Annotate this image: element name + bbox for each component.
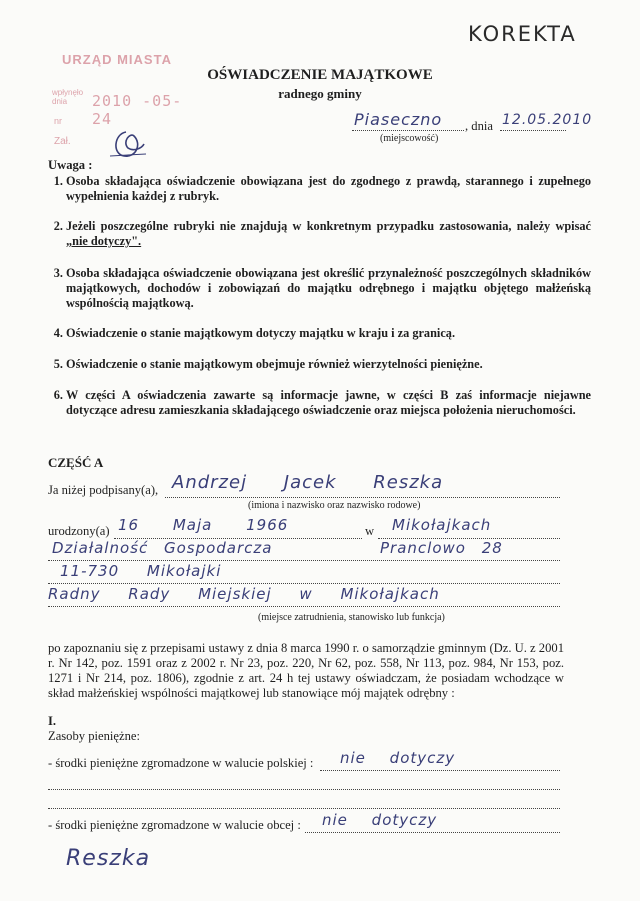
section-label: Zasoby pieniężne:	[48, 729, 140, 743]
dnia-label: , dnia	[465, 119, 493, 133]
document-title: OŚWIADCZENIE MAJĄTKOWE	[207, 67, 433, 83]
work-line-3: Radny Rady Miejskiej w Mikołajkach	[48, 585, 440, 603]
work-line-2: 11-730 Mikołajki	[60, 562, 222, 580]
statute-paragraph: po zapoznaniu się z przepisami ustawy z dnia 8 marca 1990 r. o samorządzie gminnym (Dz. U. z 2001 r. Nr 142, poz. 1591 oraz z 2002 r. Nr 23, poz. 220, Nr 62, poz. 558, Nr 113, poz. 984, Nr 153, poz. 1271 i Nr 214, poz. 1806), zgodnie z art. 24 h tej ustawy oświadczam, że posiadam wchodzące w skład małżeńskiej wspólności majątkowej lub stanowiące mój majątek odrębny :	[48, 641, 564, 700]
section-numeral: I.	[48, 714, 57, 728]
signed-label: Ja niżej podpisany(a),	[48, 483, 159, 497]
foreign-funds-value: nie dotyczy	[322, 811, 438, 829]
stamp-zal-label: Zał.	[54, 136, 71, 147]
note-item: 3. Osoba składająca oświadczenie obowiązana jest określić przynależność poszczególnych składników majątkowych, dochodów i zobowiązań do majątku odrębnego i majątku objętego małżeńską wspólnością majątkową.	[66, 266, 591, 311]
born-place: Mikołajkach	[392, 516, 492, 534]
place-value: Piaseczno	[354, 110, 443, 129]
born-label: urodzony(a)	[48, 524, 110, 538]
stamp-office: URZĄD MIASTA	[62, 52, 172, 67]
name-caption: (imiona i nazwisko oraz nazwisko rodowe)	[248, 500, 421, 511]
handwritten-mark	[108, 128, 148, 162]
document-subtitle: radnego gminy	[278, 86, 362, 101]
stamp-date: 2010 -05- 24	[92, 92, 183, 128]
note-item: 4. Oświadczenie o stanie majątkowym dotyczy majątku w kraju i za granicą.	[66, 326, 591, 341]
foreign-funds-label: - środki pieniężne zgromadzone w walucie obcej :	[48, 818, 301, 832]
note-item: 5. Oświadczenie o stanie majątkowym obejmuje również wierzytelności pieniężne.	[66, 357, 591, 372]
place-date-line	[352, 110, 593, 133]
czesc-a-heading: CZĘŚĆ A	[48, 455, 104, 470]
note-item: 6. W części A oświadczenia zawarte są informacje jawne, w części B zaś informacje niejawne dotyczące adresu zamieszkania składającego oświadczenie oraz miejsca położenia nieruchomości.	[66, 388, 591, 418]
work-caption: (miejsce zatrudnienia, stanowisko lub funkcja)	[258, 612, 445, 623]
date-value: 12.05.2010	[502, 112, 593, 128]
stamp-received-label: wpłynęło dnia	[52, 88, 84, 106]
stamp-nr-label: nr	[54, 116, 63, 126]
w-label: w	[365, 524, 375, 538]
note-item: 2. Jeżeli poszczególne rubryki nie znajdują w konkretnym przypadku zastosowania, należy wpisać „nie dotyczy".	[66, 219, 591, 249]
born-date: 16 Maja 1966	[118, 516, 289, 534]
name-value: Andrzej Jacek Reszka	[172, 472, 444, 493]
korekta-note: KOREKTA	[468, 22, 577, 46]
pln-funds-value: nie dotyczy	[340, 749, 456, 767]
notes-list	[48, 174, 591, 418]
work-line-1-a: Działalność Gospodarcza	[52, 539, 273, 557]
signature: Reszka	[66, 846, 151, 871]
note-item: 1. Osoba składająca oświadczenie obowiązana jest do zgodnego z prawdą, starannego i zupełnego wypełnienia każdej z rubryk.	[66, 174, 591, 204]
work-line-1-b: Pranclowo 28	[380, 539, 503, 557]
nie-dotyczy-emphasis: „nie dotyczy".	[66, 234, 142, 248]
place-caption: (miejscowość)	[380, 133, 439, 144]
pln-funds-label: - środki pieniężne zgromadzone w walucie polskiej :	[48, 756, 314, 770]
uwaga-label: Uwaga :	[48, 158, 93, 172]
